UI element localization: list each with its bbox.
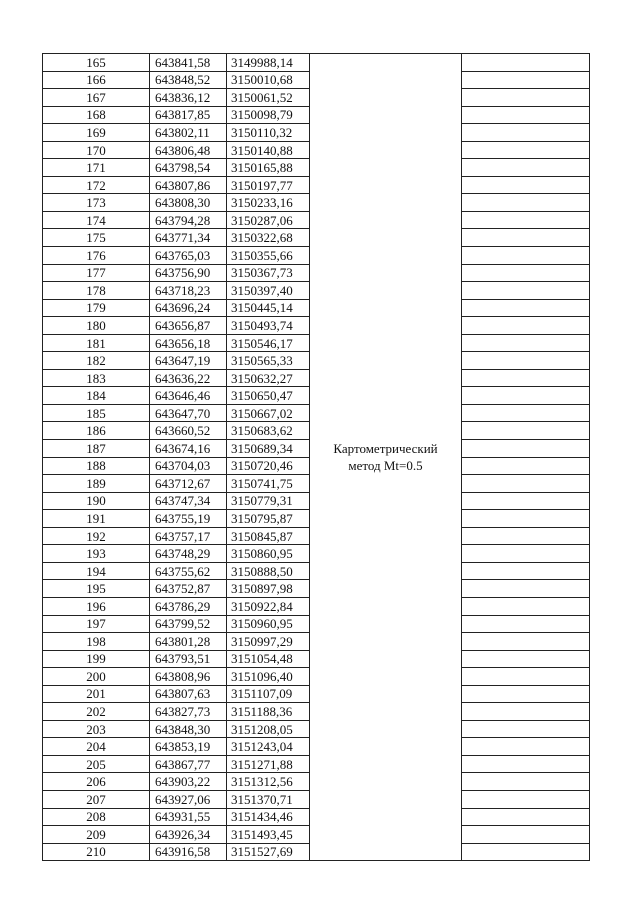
x-coordinate-cell: 643647,70 bbox=[150, 404, 227, 422]
y-coordinate-cell: 3151493,45 bbox=[227, 826, 310, 844]
y-coordinate-cell: 3151054,48 bbox=[227, 650, 310, 668]
point-number-cell: 170 bbox=[43, 141, 150, 159]
y-coordinate-cell: 3150720,46 bbox=[227, 457, 310, 475]
y-coordinate-cell: 3150546,17 bbox=[227, 334, 310, 352]
point-number-cell: 178 bbox=[43, 282, 150, 300]
y-coordinate-cell: 3151107,09 bbox=[227, 685, 310, 703]
y-coordinate-cell: 3150741,75 bbox=[227, 475, 310, 493]
empty-cell bbox=[462, 159, 590, 177]
x-coordinate-cell: 643765,03 bbox=[150, 247, 227, 265]
x-coordinate-cell: 643646,46 bbox=[150, 387, 227, 405]
y-coordinate-cell: 3150888,50 bbox=[227, 562, 310, 580]
y-coordinate-cell: 3151271,88 bbox=[227, 755, 310, 773]
x-coordinate-cell: 643660,52 bbox=[150, 422, 227, 440]
point-number-cell: 196 bbox=[43, 597, 150, 615]
point-number-cell: 195 bbox=[43, 580, 150, 598]
y-coordinate-cell: 3151096,40 bbox=[227, 668, 310, 686]
y-coordinate-cell: 3151208,05 bbox=[227, 720, 310, 738]
empty-cell bbox=[462, 685, 590, 703]
point-number-cell: 184 bbox=[43, 387, 150, 405]
y-coordinate-cell: 3151434,46 bbox=[227, 808, 310, 826]
point-number-cell: 204 bbox=[43, 738, 150, 756]
empty-cell bbox=[462, 826, 590, 844]
x-coordinate-cell: 643656,18 bbox=[150, 334, 227, 352]
y-coordinate-cell: 3150565,33 bbox=[227, 352, 310, 370]
y-coordinate-cell: 3150650,47 bbox=[227, 387, 310, 405]
x-coordinate-cell: 643794,28 bbox=[150, 211, 227, 229]
x-coordinate-cell: 643817,85 bbox=[150, 106, 227, 124]
x-coordinate-cell: 643806,48 bbox=[150, 141, 227, 159]
empty-cell bbox=[462, 668, 590, 686]
empty-cell bbox=[462, 808, 590, 826]
point-number-cell: 180 bbox=[43, 317, 150, 335]
x-coordinate-cell: 643848,52 bbox=[150, 71, 227, 89]
y-coordinate-cell: 3150795,87 bbox=[227, 510, 310, 528]
x-coordinate-cell: 643798,54 bbox=[150, 159, 227, 177]
y-coordinate-cell: 3150110,32 bbox=[227, 124, 310, 142]
x-coordinate-cell: 643931,55 bbox=[150, 808, 227, 826]
y-coordinate-cell: 3150010,68 bbox=[227, 71, 310, 89]
empty-cell bbox=[462, 755, 590, 773]
point-number-cell: 168 bbox=[43, 106, 150, 124]
empty-cell bbox=[462, 176, 590, 194]
y-coordinate-cell: 3150493,74 bbox=[227, 317, 310, 335]
x-coordinate-cell: 643674,16 bbox=[150, 440, 227, 458]
x-coordinate-cell: 643916,58 bbox=[150, 843, 227, 861]
x-coordinate-cell: 643867,77 bbox=[150, 755, 227, 773]
empty-cell bbox=[462, 545, 590, 563]
method-line-2: метод Mt=0.5 bbox=[348, 458, 423, 474]
y-coordinate-cell: 3150922,84 bbox=[227, 597, 310, 615]
empty-cell bbox=[462, 211, 590, 229]
point-number-cell: 201 bbox=[43, 685, 150, 703]
point-number-cell: 182 bbox=[43, 352, 150, 370]
x-coordinate-cell: 643636,22 bbox=[150, 369, 227, 387]
empty-cell bbox=[462, 562, 590, 580]
x-coordinate-cell: 643747,34 bbox=[150, 492, 227, 510]
y-coordinate-cell: 3150845,87 bbox=[227, 527, 310, 545]
y-coordinate-cell: 3151370,71 bbox=[227, 790, 310, 808]
point-number-cell: 206 bbox=[43, 773, 150, 791]
empty-cell bbox=[462, 615, 590, 633]
y-coordinate-cell: 3150140,88 bbox=[227, 141, 310, 159]
empty-cell bbox=[462, 597, 590, 615]
empty-cell bbox=[462, 124, 590, 142]
y-coordinate-cell: 3150683,62 bbox=[227, 422, 310, 440]
point-number-cell: 189 bbox=[43, 475, 150, 493]
x-coordinate-cell: 643927,06 bbox=[150, 790, 227, 808]
y-coordinate-cell: 3150689,34 bbox=[227, 440, 310, 458]
empty-cell bbox=[462, 89, 590, 107]
x-coordinate-cell: 643704,03 bbox=[150, 457, 227, 475]
x-coordinate-cell: 643807,63 bbox=[150, 685, 227, 703]
point-number-cell: 192 bbox=[43, 527, 150, 545]
x-coordinate-cell: 643656,87 bbox=[150, 317, 227, 335]
empty-cell bbox=[462, 352, 590, 370]
empty-cell bbox=[462, 282, 590, 300]
empty-cell bbox=[462, 404, 590, 422]
x-coordinate-cell: 643807,86 bbox=[150, 176, 227, 194]
y-coordinate-cell: 3151527,69 bbox=[227, 843, 310, 861]
y-coordinate-cell: 3150897,98 bbox=[227, 580, 310, 598]
empty-cell bbox=[462, 633, 590, 651]
y-coordinate-cell: 3150287,06 bbox=[227, 211, 310, 229]
empty-cell bbox=[462, 703, 590, 721]
x-coordinate-cell: 643712,67 bbox=[150, 475, 227, 493]
x-coordinate-cell: 643748,29 bbox=[150, 545, 227, 563]
empty-cell bbox=[462, 510, 590, 528]
empty-cell bbox=[462, 580, 590, 598]
point-number-cell: 194 bbox=[43, 562, 150, 580]
empty-cell bbox=[462, 264, 590, 282]
point-number-cell: 177 bbox=[43, 264, 150, 282]
empty-cell bbox=[462, 527, 590, 545]
y-coordinate-cell: 3150997,29 bbox=[227, 633, 310, 651]
point-number-cell: 166 bbox=[43, 71, 150, 89]
y-coordinate-cell: 3150445,14 bbox=[227, 299, 310, 317]
empty-cell bbox=[462, 317, 590, 335]
point-number-cell: 203 bbox=[43, 720, 150, 738]
point-number-cell: 210 bbox=[43, 843, 150, 861]
method-cell bbox=[310, 54, 462, 861]
y-coordinate-cell: 3150632,27 bbox=[227, 369, 310, 387]
x-coordinate-cell: 643756,90 bbox=[150, 264, 227, 282]
y-coordinate-cell: 3151243,04 bbox=[227, 738, 310, 756]
x-coordinate-cell: 643771,34 bbox=[150, 229, 227, 247]
point-number-cell: 197 bbox=[43, 615, 150, 633]
point-number-cell: 176 bbox=[43, 247, 150, 265]
point-number-cell: 169 bbox=[43, 124, 150, 142]
y-coordinate-cell: 3151188,36 bbox=[227, 703, 310, 721]
point-number-cell: 165 bbox=[43, 54, 150, 72]
empty-cell bbox=[462, 106, 590, 124]
x-coordinate-cell: 643786,29 bbox=[150, 597, 227, 615]
y-coordinate-cell: 3150960,95 bbox=[227, 615, 310, 633]
coordinates-table-body bbox=[43, 54, 590, 861]
y-coordinate-cell: 3150233,16 bbox=[227, 194, 310, 212]
x-coordinate-cell: 643903,22 bbox=[150, 773, 227, 791]
point-number-cell: 175 bbox=[43, 229, 150, 247]
empty-cell bbox=[462, 720, 590, 738]
point-number-cell: 188 bbox=[43, 457, 150, 475]
x-coordinate-cell: 643793,51 bbox=[150, 650, 227, 668]
empty-cell bbox=[462, 738, 590, 756]
y-coordinate-cell: 3150098,79 bbox=[227, 106, 310, 124]
empty-cell bbox=[462, 141, 590, 159]
point-number-cell: 198 bbox=[43, 633, 150, 651]
empty-cell bbox=[462, 650, 590, 668]
y-coordinate-cell: 3150667,02 bbox=[227, 404, 310, 422]
x-coordinate-cell: 643808,30 bbox=[150, 194, 227, 212]
x-coordinate-cell: 643752,87 bbox=[150, 580, 227, 598]
y-coordinate-cell: 3149988,14 bbox=[227, 54, 310, 72]
point-number-cell: 181 bbox=[43, 334, 150, 352]
y-coordinate-cell: 3150367,73 bbox=[227, 264, 310, 282]
empty-cell bbox=[462, 790, 590, 808]
y-coordinate-cell: 3150779,31 bbox=[227, 492, 310, 510]
y-coordinate-cell: 3150197,77 bbox=[227, 176, 310, 194]
point-number-cell: 186 bbox=[43, 422, 150, 440]
empty-cell bbox=[462, 54, 590, 72]
x-coordinate-cell: 643801,28 bbox=[150, 633, 227, 651]
y-coordinate-cell: 3151312,56 bbox=[227, 773, 310, 791]
empty-cell bbox=[462, 369, 590, 387]
empty-cell bbox=[462, 229, 590, 247]
point-number-cell: 190 bbox=[43, 492, 150, 510]
table-row bbox=[43, 54, 590, 72]
point-number-cell: 183 bbox=[43, 369, 150, 387]
x-coordinate-cell: 643802,11 bbox=[150, 124, 227, 142]
point-number-cell: 172 bbox=[43, 176, 150, 194]
point-number-cell: 167 bbox=[43, 89, 150, 107]
empty-cell bbox=[462, 475, 590, 493]
point-number-cell: 185 bbox=[43, 404, 150, 422]
empty-cell bbox=[462, 334, 590, 352]
x-coordinate-cell: 643808,96 bbox=[150, 668, 227, 686]
point-number-cell: 193 bbox=[43, 545, 150, 563]
coordinates-table bbox=[42, 53, 590, 861]
y-coordinate-cell: 3150355,66 bbox=[227, 247, 310, 265]
point-number-cell: 187 bbox=[43, 440, 150, 458]
empty-cell bbox=[462, 773, 590, 791]
point-number-cell: 179 bbox=[43, 299, 150, 317]
empty-cell bbox=[462, 71, 590, 89]
empty-cell bbox=[462, 492, 590, 510]
x-coordinate-cell: 643696,24 bbox=[150, 299, 227, 317]
x-coordinate-cell: 643757,17 bbox=[150, 527, 227, 545]
point-number-cell: 173 bbox=[43, 194, 150, 212]
y-coordinate-cell: 3150397,40 bbox=[227, 282, 310, 300]
empty-cell bbox=[462, 457, 590, 475]
point-number-cell: 209 bbox=[43, 826, 150, 844]
y-coordinate-cell: 3150165,88 bbox=[227, 159, 310, 177]
x-coordinate-cell: 643647,19 bbox=[150, 352, 227, 370]
point-number-cell: 205 bbox=[43, 755, 150, 773]
point-number-cell: 171 bbox=[43, 159, 150, 177]
y-coordinate-cell: 3150061,52 bbox=[227, 89, 310, 107]
x-coordinate-cell: 643926,34 bbox=[150, 826, 227, 844]
empty-cell bbox=[462, 843, 590, 861]
x-coordinate-cell: 643841,58 bbox=[150, 54, 227, 72]
x-coordinate-cell: 643853,19 bbox=[150, 738, 227, 756]
x-coordinate-cell: 643836,12 bbox=[150, 89, 227, 107]
x-coordinate-cell: 643848,30 bbox=[150, 720, 227, 738]
point-number-cell: 200 bbox=[43, 668, 150, 686]
empty-cell bbox=[462, 247, 590, 265]
empty-cell bbox=[462, 194, 590, 212]
point-number-cell: 207 bbox=[43, 790, 150, 808]
x-coordinate-cell: 643718,23 bbox=[150, 282, 227, 300]
empty-cell bbox=[462, 440, 590, 458]
point-number-cell: 191 bbox=[43, 510, 150, 528]
y-coordinate-cell: 3150322,68 bbox=[227, 229, 310, 247]
point-number-cell: 199 bbox=[43, 650, 150, 668]
point-number-cell: 202 bbox=[43, 703, 150, 721]
empty-cell bbox=[462, 299, 590, 317]
x-coordinate-cell: 643799,52 bbox=[150, 615, 227, 633]
method-line-1: Картометрический bbox=[333, 441, 438, 457]
empty-cell bbox=[462, 387, 590, 405]
point-number-cell: 174 bbox=[43, 211, 150, 229]
empty-cell bbox=[462, 422, 590, 440]
x-coordinate-cell: 643755,62 bbox=[150, 562, 227, 580]
y-coordinate-cell: 3150860,95 bbox=[227, 545, 310, 563]
x-coordinate-cell: 643827,73 bbox=[150, 703, 227, 721]
x-coordinate-cell: 643755,19 bbox=[150, 510, 227, 528]
point-number-cell: 208 bbox=[43, 808, 150, 826]
